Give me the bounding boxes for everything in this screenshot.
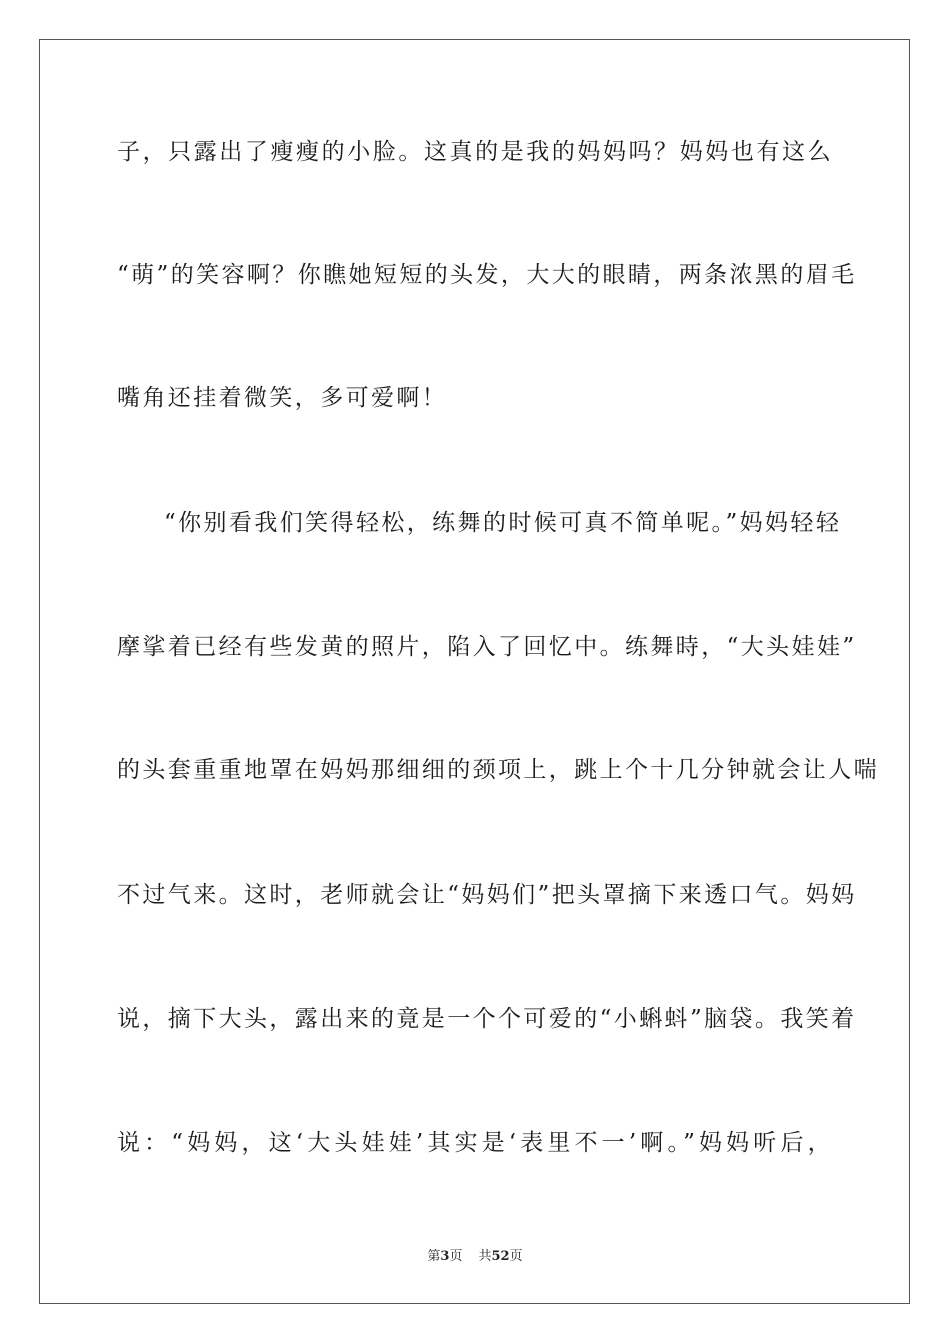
page-border xyxy=(39,39,910,1304)
body-line-9: 说：“妈妈，这‘大头娃娃’其实是‘表里不一’啊。”妈妈听后， xyxy=(117,1130,833,1156)
body-line-3: 嘴角还挂着微笑，多可爱啊！ xyxy=(117,385,448,411)
body-line-7: 不过气来。这时，老师就会让“妈妈们”把头罩摘下来透口气。妈妈 xyxy=(117,882,857,908)
page-footer xyxy=(0,1248,950,1266)
footer-total-prefix: 共 xyxy=(478,1249,492,1264)
body-line-8: 说，摘下大头，露出来的竟是一个个可爱的“小蝌蚪”脑袋。我笑着 xyxy=(117,1006,857,1032)
body-line-4: “你别看我们笑得轻松，练舞的时候可真不简单呢。”妈妈轻轻 xyxy=(164,510,842,536)
footer-page-suffix: 页 xyxy=(449,1249,463,1264)
footer-page-number: 3 xyxy=(440,1249,450,1264)
body-line-2: “萌”的笑容啊？你瞧她短短的头发，大大的眼睛，两条浓黑的眉毛 xyxy=(117,262,857,288)
body-line-6: 的头套重重地罩在妈妈那细细的颈项上，跳上个十几分钟就会让人喘 xyxy=(117,757,879,783)
body-line-1: 子，只露出了瘦瘦的小脸。这真的是我的妈妈吗？妈妈也有这么 xyxy=(117,139,833,165)
footer-page-prefix: 第 xyxy=(427,1249,441,1264)
footer-total-pages: 52 xyxy=(491,1249,510,1264)
body-line-5: 摩挲着已经有些发黄的照片，陷入了回忆中。练舞時，“大头娃娃” xyxy=(117,634,857,660)
footer-total-suffix: 页 xyxy=(509,1249,523,1264)
